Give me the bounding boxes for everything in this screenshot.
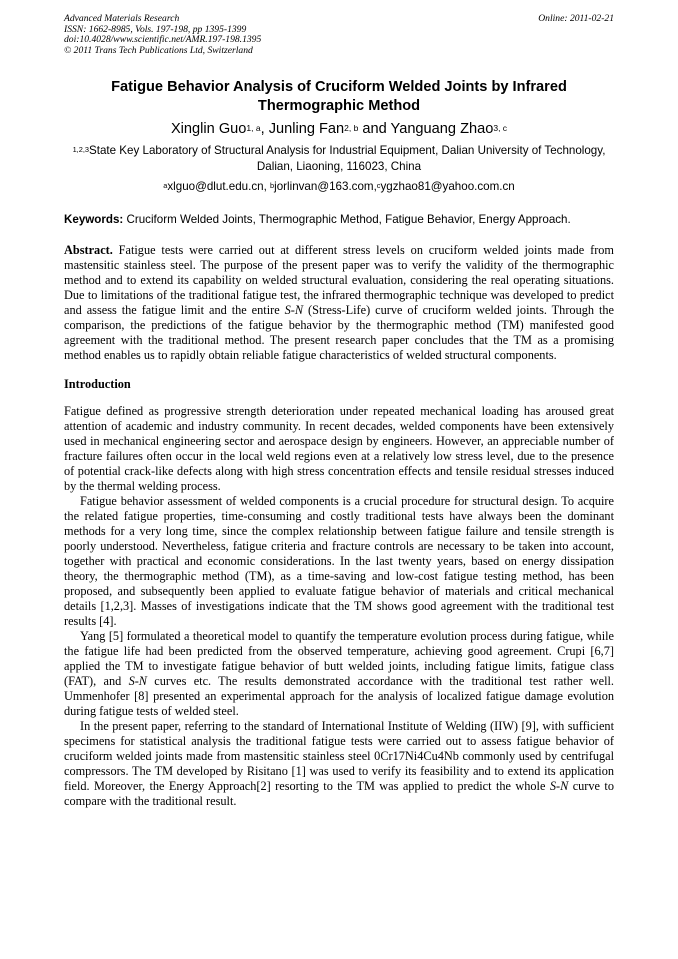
paragraph: Fatigue behavior assessment of welded components is a crucial procedure for structural design. To acquire the related fatigue properties, time-consuming and costly traditional tests have always been the dominant methods for a very long time, since the complex relationship between fatigue failure and tensile strength is poorly understood. Nevertheless, fatigue criteria and fracture controls are necessary to be taken into account, together with practical and economic considerations. In the last twenty years, based on energy dissipation theory, the thermographic method (TM), as a time-saving and low-cost fatigue testing method, has been proposed, and subsequently been applied to evaluate fatigue behavior of materials and critical mechanical details [1,2,3]. Masses of investigations indicate that the TM shows good agreement with the traditional test results [4].: [64, 494, 614, 629]
sn-term: S-N: [549, 779, 569, 794]
online-date: Online: 2011-02-21: [538, 13, 614, 24]
abstract-label: Abstract.: [64, 243, 113, 258]
author-name: Xinglin Guo: [170, 121, 247, 138]
paragraph-text: curve to compare with the traditional result.: [64, 779, 614, 809]
abstract-text: (Stress-Life) curve of cruciform welded joints. Through the comparison, the predictions of the fatigue behavior by the thermographic method (TM) manifested good agreement with the traditional method. The present research paper concludes that the TM as a promising method enables us to rapidly obtain reliable fatigue characteristics of welded structural components.: [64, 303, 614, 363]
author-separator: and: [358, 121, 391, 138]
paragraph: [64, 719, 614, 809]
email-mark: b: [270, 181, 275, 191]
email-link[interactable]: ygzhao81@yahoo.com.cn: [380, 180, 515, 194]
journal-header: [64, 14, 614, 56]
paper-title: Fatigue Behavior Analysis of Cruciform Welded Joints by Infrared Thermographic Method: [111, 79, 567, 115]
email-link[interactable]: xlguo@dlut.edu.cn,: [167, 180, 271, 194]
email-mark: a: [163, 181, 168, 191]
author-affil-mark: 1, a: [246, 123, 261, 134]
copyright-line: © 2011 Trans Tech Publications Ltd, Switzerland: [64, 44, 253, 56]
paragraph: Fatigue defined as progressive strength deterioration under repeated mechanical loading has aroused great attention of academic and industry community. In recent decades, welded components have been extensively used in mechanical engineering sector and aerospace design by engineers. However, an appreciable number of fracture failures often occur in the local weld regions even at a relatively low stress level, due to the presence of potential crack-like defects along with high stress concentration effects and tensile residual stresses induced by the thermal welding process.: [64, 404, 614, 494]
paragraph-text: curves etc. The results demonstrated accordance with the traditional test rather well. Ummenhofer [8] presented an experimental approach for the analysis of localized fatigue damage evolution during fatigue tests of welded steel.: [64, 674, 614, 719]
abstract: [64, 243, 614, 363]
affiliation: [64, 143, 614, 174]
keywords: [64, 212, 614, 227]
author-list: [64, 120, 614, 139]
email-mark: c: [376, 181, 381, 191]
doi-line[interactable]: doi:10.4028/www.scientific.net/AMR.197-198.1395: [64, 34, 262, 46]
abstract-text: Fatigue tests were carried out at different stress levels on cruciform welded joints made from mastensitic stainless steel. The purpose of the present paper was to verify the validity of the thermographic method and to extend its capability on welded structural evaluation, considering the real operating situations. Due to limitations of the traditional fatigue test, the infrared thermographic technique was developed to predict and assess the fatigue limit and the entire: [64, 243, 614, 318]
paragraph-text: In the present paper, referring to the standard of International Institute of Welding (IIW) [9], with sufficient specimens for statistical analysis the traditional fatigue tests were carried out to assess fatigue behavior of cruciform welded joints made from mastensitic stainless steel 0Cr17Ni4Cu4Nb commonly used by centrifugal compressors. The TM developed by Risitano [1] was used to verify its feasibility and to extend its application field. Moreover, the Energy Approach[2] resorting to the TM was applied to predict the whole: [64, 719, 614, 794]
issn-line: ISSN: 1662-8985, Vols. 197-198, pp 1395-1399: [64, 23, 247, 35]
affiliation-mark: 1,2,3: [72, 145, 90, 155]
sn-term: S-N: [128, 674, 148, 689]
author-separator: ,: [260, 121, 269, 138]
affiliation-text: State Key Laboratory of Structural Analysis for Industrial Equipment, Dalian University of Technology, Dalian, Liaoning, 116023, China: [89, 144, 606, 173]
keywords-label: Keywords:: [64, 213, 124, 227]
keywords-text: Cruciform Welded Joints, Thermographic Method, Fatigue Behavior, Energy Approach.: [123, 213, 571, 227]
author-name: Yanguang Zhao: [390, 121, 494, 138]
section-heading: Introduction: [64, 377, 131, 392]
paragraph: [64, 629, 614, 719]
author-emails: [64, 179, 614, 194]
email-link[interactable]: jorlinvan@163.com,: [274, 180, 377, 194]
sn-term: S-N: [284, 303, 304, 318]
author-affil-mark: 3, c: [493, 123, 508, 134]
author-affil-mark: 2, b: [344, 123, 359, 134]
paragraph-text: Yang [5] formulated a theoretical model to quantify the temperature evolution process during fatigue, while the fatigue life had been predicted from the observed temperature, achieving good agreement. Crupi [6,7] applied the TM to investigate fatigue behavior of butt welded joints, including fatigue limits, fatigue class (FAT), and: [64, 629, 614, 689]
journal-name: Advanced Materials Research: [64, 13, 180, 24]
author-name: Junling Fan: [268, 121, 345, 138]
